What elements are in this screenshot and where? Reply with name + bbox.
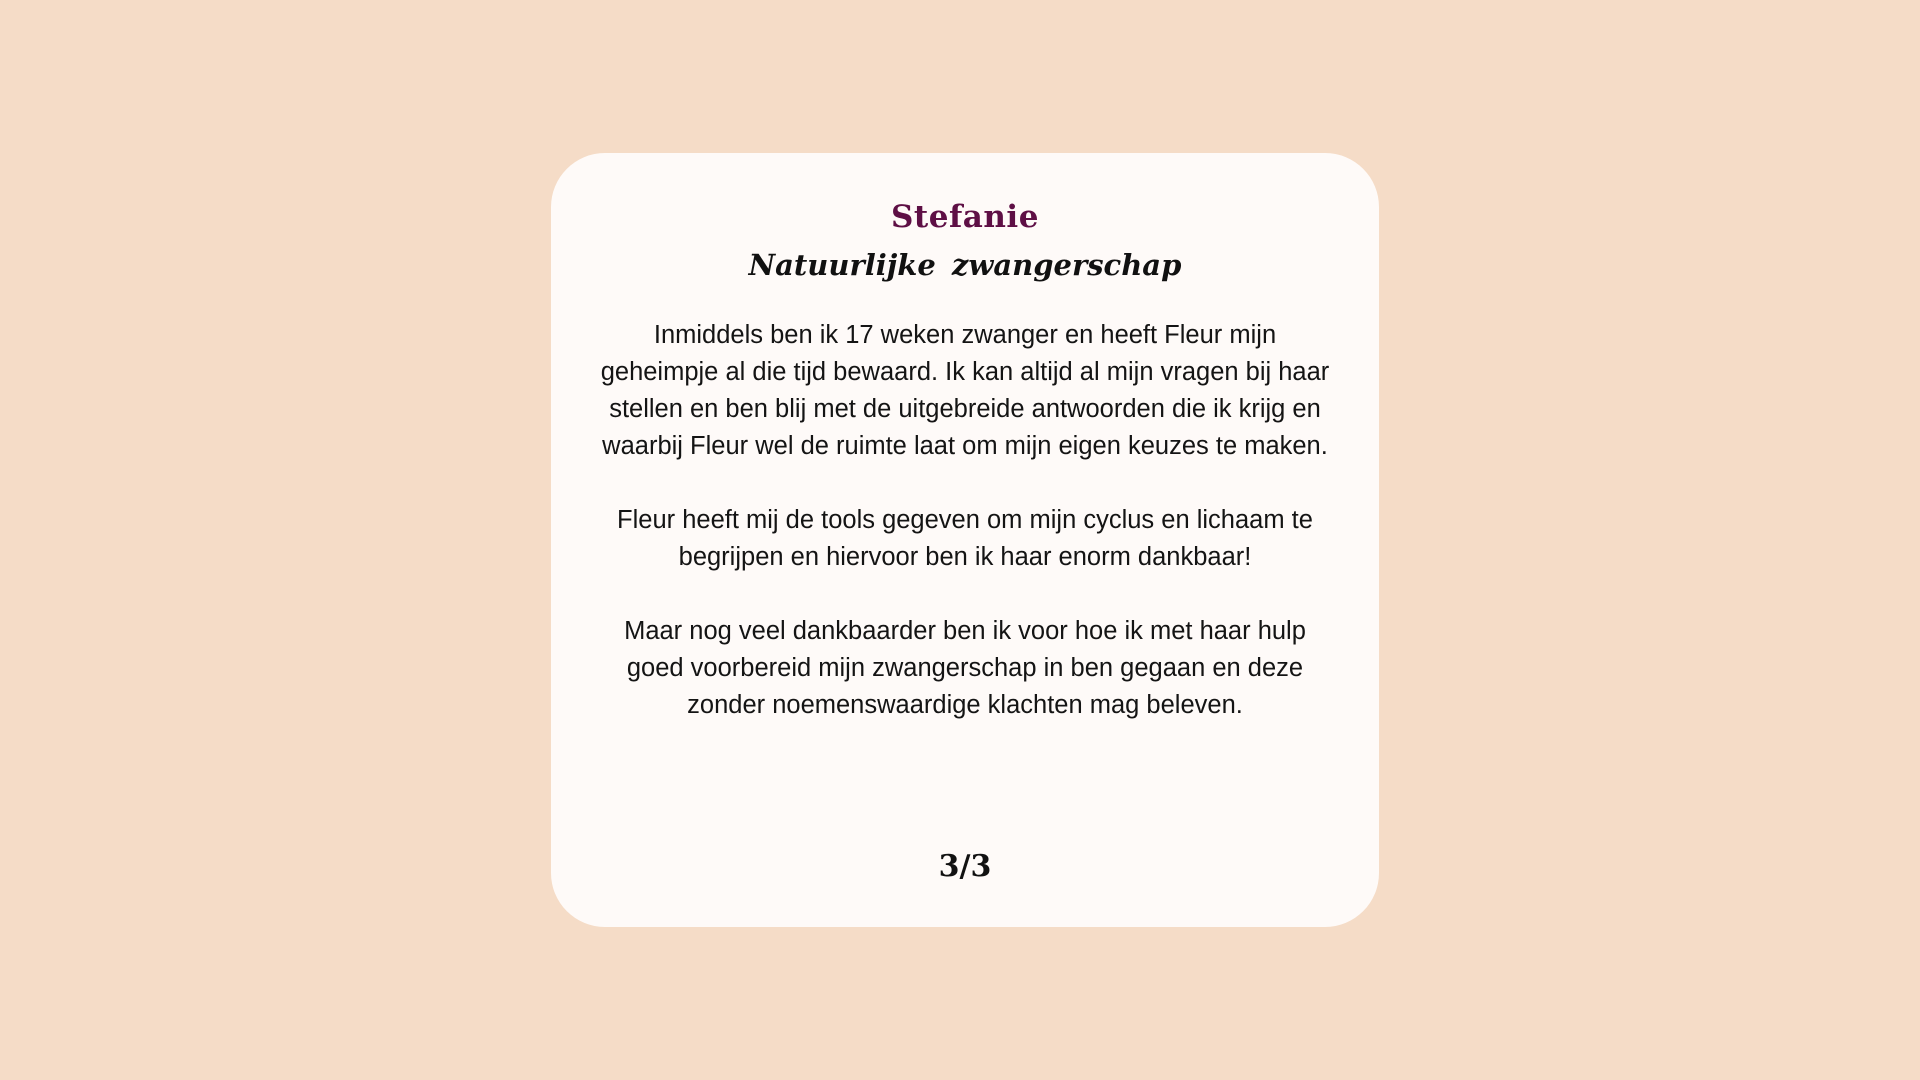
testimonial-name: Stefanie [891, 199, 1039, 235]
page-indicator: 3/3 [938, 849, 992, 884]
testimonial-subtitle: Natuurlijke zwangerschap [748, 248, 1182, 282]
testimonial-paragraph: Fleur heeft mij de tools gegeven om mijn cyclus en lichaam te begrijpen en hiervoor ben ik haar enorm dankbaar! [617, 506, 1313, 571]
testimonial-paragraph: Inmiddels ben ik 17 weken zwanger en heeft Fleur mijn geheimpje al die tijd bewaard. Ik kan altijd al mijn vragen bij haar stellen en ben blij met de uitgebreide antwoorden die ik krijg en waarbij Fleur wel de ruimte laat om mijn eigen keuzes te maken. [600, 321, 1330, 460]
testimonial-paragraph: Maar nog veel dankbaarder ben ik voor hoe ik met haar hulp goed voorbereid mijn zwangerschap in ben gegaan en deze zonder noemenswaardige klachten mag beleven. [624, 617, 1306, 719]
testimonial-body [593, 317, 1337, 761]
testimonial-card [551, 153, 1379, 927]
